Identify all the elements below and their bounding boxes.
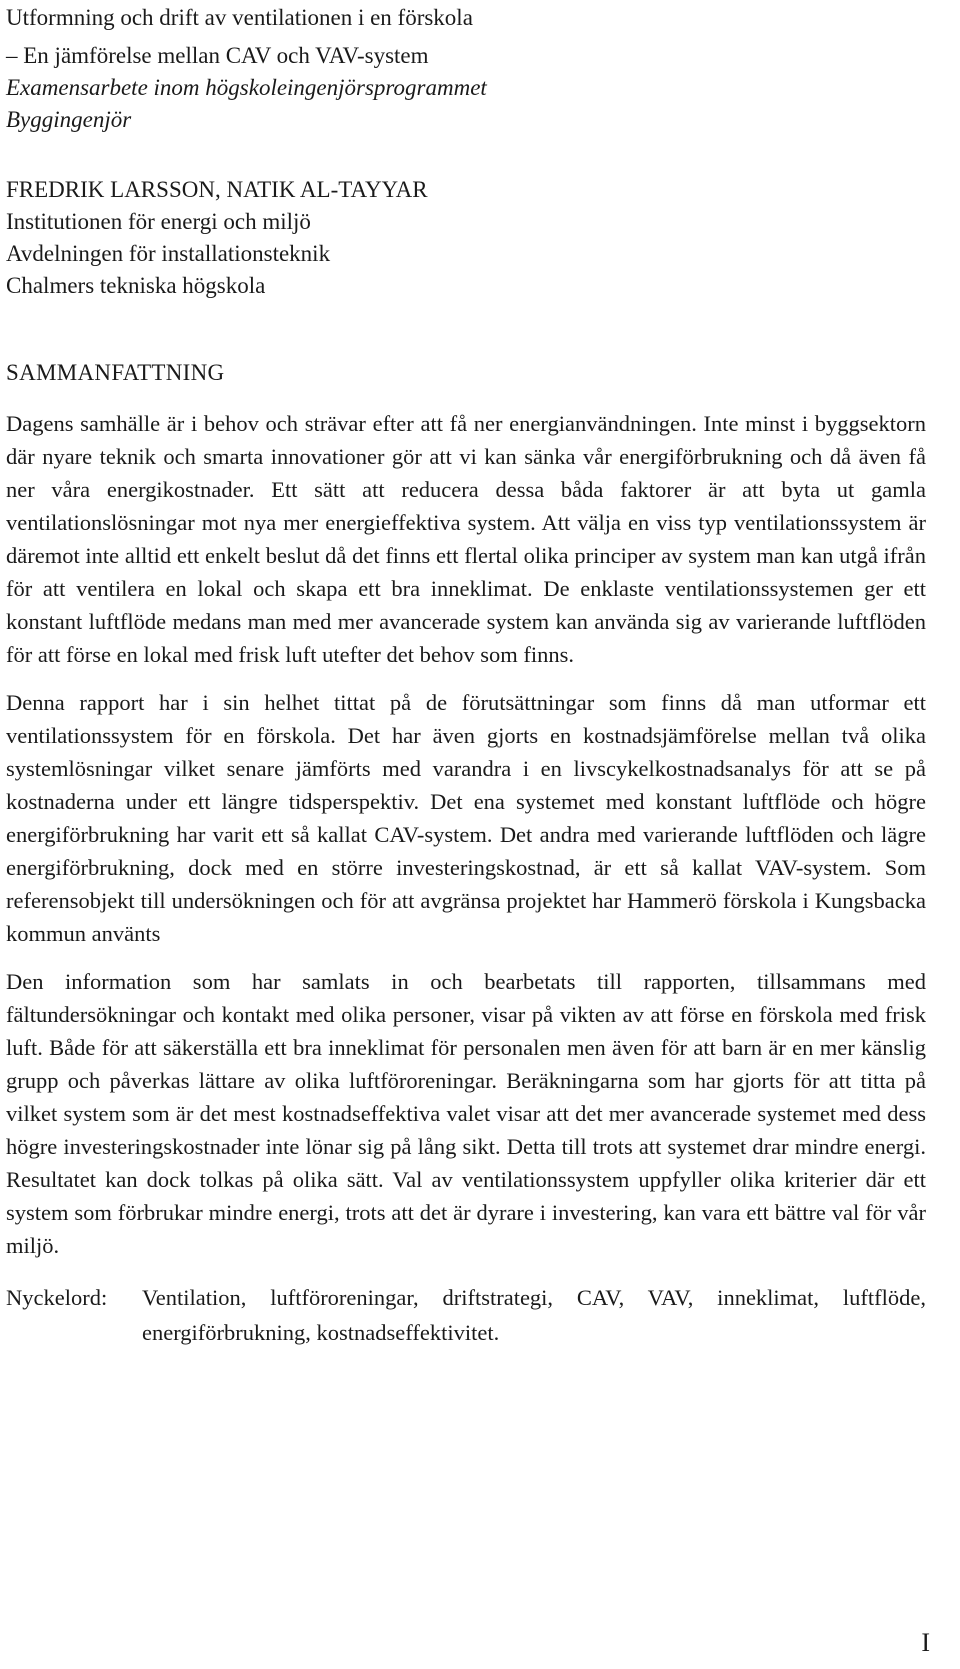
program-line: Examensarbete inom högskoleingenjörsprogrammet xyxy=(6,75,487,100)
keywords-label: Nyckelord: xyxy=(6,1285,108,1310)
abstract-heading: SAMMANFATTNING xyxy=(6,360,225,385)
institution: Institutionen för energi och miljö xyxy=(6,209,311,234)
specialization-line: Byggingenjör xyxy=(6,107,132,132)
keywords-section xyxy=(6,1280,926,1350)
division: Avdelningen för installationsteknik xyxy=(6,241,331,266)
abstract-paragraph: Denna rapport har i sin helhet tittat på de förutsättningar som finns då man utformar ett ventilationssystem för en förskola. Det har även gjorts en kostnadsjämförelse mellan två olika systemlösningar vilket senare jämförts med varandra i en livscykelkostnadsanalys för att se på kostnaderna under ett längre tidsperspektiv. Det ena systemet med konstant luftflöde och högre energiförbrukning har varit ett så kallat CAV-system. Det andra med varierande luftflöden och lägre energiförbrukning, dock med en större investeringskostnad, är ett så kallat VAV-system. Som referensobjekt till undersökningen och för att avgränsa projektet har Hammerö förskola i Kungsbacka kommun använts xyxy=(6,690,926,946)
abstract-paragraph: Den information som har samlats in och bearbetats till rapporten, tillsammans med fältundersökningar och kontakt med olika personer, visar på vikten av att förse en förskola med frisk luft. Både för att säkerställa ett bra inneklimat för personalen men även för att barn är en mer känslig grupp och påverkas lättare av olika luftföroreningar. Beräkningarna som har gjorts för att titta på vilket system som är det mest kostnadseffektiva valet visar att det mer avancerade systemet med dess högre investeringskostnader inte lönar sig på lång sikt. Detta till trots att systemet drar mindre energi. Resultatet kan dock tolkas på olika sätt. Val av ventilationssystem uppfyller olika kriterier där ett system som förbrukar mindre energi, trots att det är dyrare i investering, kan vara ett bättre val för vår miljö. xyxy=(6,969,926,1258)
document-page xyxy=(6,0,926,1350)
keywords-text: Ventilation, luftföroreningar, driftstrategi, CAV, VAV, inneklimat, luftflöde, energiförbrukning, kostnadseffektivitet. xyxy=(142,1285,926,1345)
report-subtitle: – En jämförelse mellan CAV och VAV-system xyxy=(6,43,429,68)
author-names: FREDRIK LARSSON, NATIK AL-TAYYAR xyxy=(6,177,428,202)
page-number: I xyxy=(921,1628,930,1657)
university: Chalmers tekniska högskola xyxy=(6,273,266,298)
author-block xyxy=(6,174,926,302)
abstract-paragraph: Dagens samhälle är i behov och strävar efter att få ner energianvändningen. Inte minst i byggsektorn där nyare teknik och smarta innovationer gör att vi kan sänka vår energiförbrukning och då även få ner våra energikostnader. Ett sätt att reducera dessa båda faktorer är att byta ut gamla ventilationslösningar mot nya mer energieffektiva system. Att välja en viss typ ventilationssystem är däremot inte alltid ett enkelt beslut då det finns ett flertal olika principer av system man kan utgå ifrån för att ventilera en lokal och skapa ett bra inneklimat. De enklaste ventilationssystemen ger ett konstant luftflöde medans man med mer avancerade system kan använda sig av varierande luftflöden för att förse en lokal med frisk luft utefter det behov som finns. xyxy=(6,411,926,667)
title-block xyxy=(6,0,926,136)
report-title: Utformning och drift av ventilationen i en förskola xyxy=(6,5,473,30)
